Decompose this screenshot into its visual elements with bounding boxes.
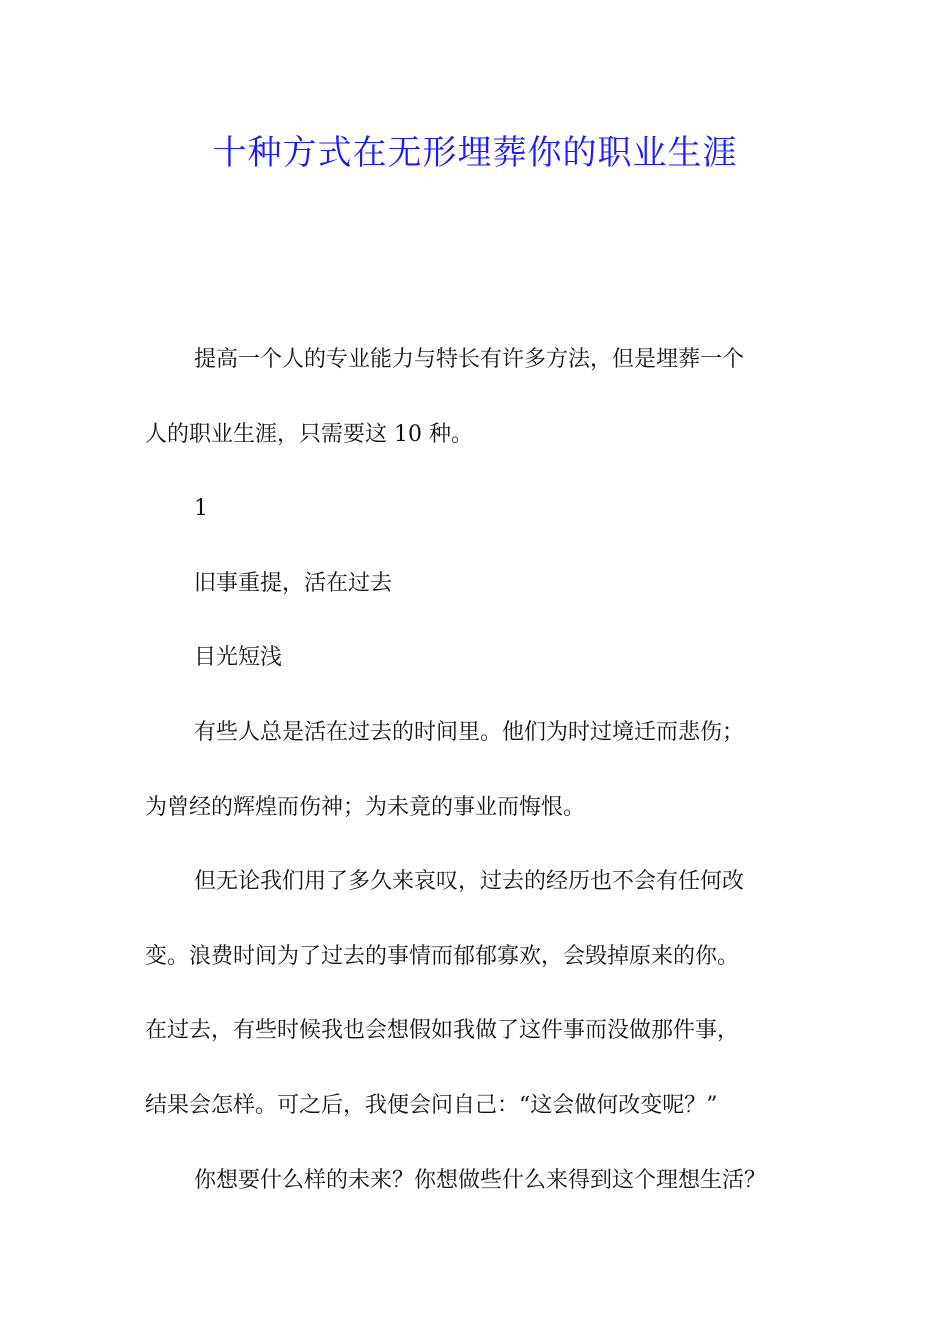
paragraph-line: 变。浪费时间为了过去的事情而郁郁寡欢，会毁掉原来的你。	[145, 943, 740, 969]
section-subheading: 目光短浅	[194, 645, 283, 671]
paragraph-line: 在过去，有些时候我也会想假如我做了这件事而没做那件事，	[145, 1018, 740, 1044]
paragraph-line: 有些人总是活在过去的时间里。他们为时过境迁而悲伤；	[194, 719, 745, 745]
paragraph-line: 提高一个人的专业能力与特长有许多方法，但是埋葬一个	[194, 347, 745, 372]
paragraph-line: 你想要什么样的未来？你想做些什么来得到这个理想生活？	[194, 1167, 767, 1193]
section-heading: 旧事重提，活在过去	[194, 570, 393, 596]
document-title: 十种方式在无形埋葬你的职业生涯	[212, 133, 738, 173]
document-body	[145, 335, 825, 1230]
paragraph-line: 结果会怎样。可之后，我便会问自己：“这会做何改变呢？”	[145, 1092, 718, 1118]
paragraph-line: 为曾经的辉煌而伤神；为未竟的事业而悔恨。	[145, 794, 586, 820]
paragraph-line: 但无论我们用了多久来哀叹，过去的经历也不会有任何改	[194, 869, 745, 895]
section-number: 1	[194, 496, 208, 522]
paragraph-line: 人的职业生涯，只需要这 10 种。	[145, 421, 473, 447]
